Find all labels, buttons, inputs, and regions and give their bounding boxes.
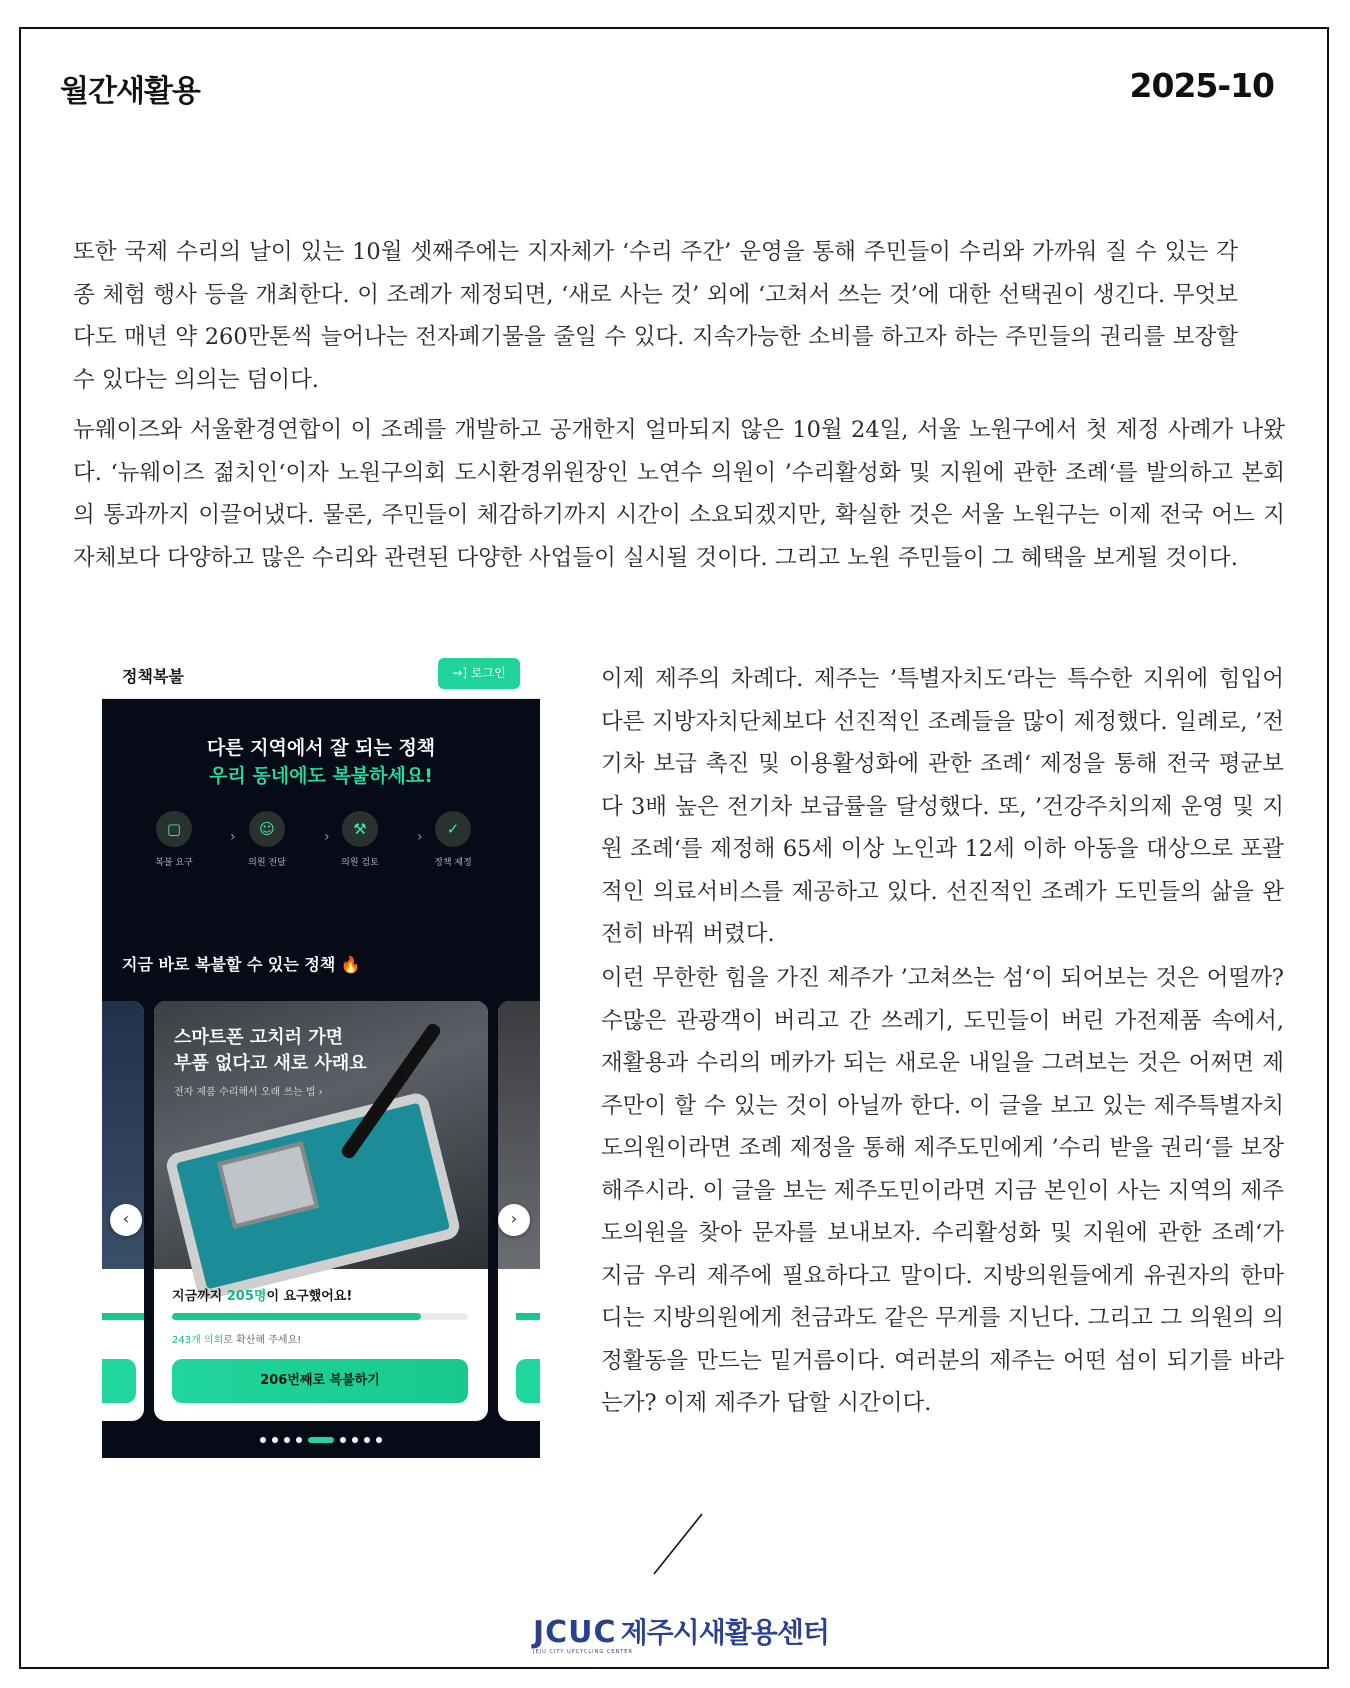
progress-bar [172,1313,468,1320]
logo-text: 제주시새활용센터 [620,1616,829,1649]
carousel-next-icon[interactable]: › [498,1204,530,1236]
jcuc-logo [533,1611,829,1655]
policy-card[interactable] [154,1001,488,1421]
step-label: 정책 제정 [434,858,472,868]
carousel-dot[interactable] [376,1437,382,1443]
card-subtitle-link[interactable]: 전자 제품 수리해서 오래 쓰는 법 › [174,1087,323,1098]
step-enact [408,811,498,868]
step-arrow-icon: › [417,829,423,845]
paragraph-3: 이제 제주의 차례다. 제주는 ’특별자치도‘라는 특수한 지위에 힘입어 다른 지방자치단체보다 선진적인 조례들을 많이 제정했다. 일례로, ’전기차 보급 촉진 및 이용활성화에 관한 조례‘ 제정을 통해 전국 평균보다 3배 높은 전기차 보급률을 달성했다. 또, ’건강주치의제 운영 및 지원 조례‘를 제정해 65세 이상 노인과 12세 이하 아동을 대상으로 포괄적인 의료서비스를 제공하고 있다. 선진적인 조례가 도민들의 삶을 완전히 바꿔 버렸다. [601,666,1284,947]
magazine-title: 월간새활용 [60,74,200,109]
carousel-dot[interactable] [340,1437,346,1443]
carousel-prev-icon[interactable]: ‹ [110,1204,142,1236]
step-arrow-icon: › [324,829,330,845]
cta-button[interactable]: 206번째로 복불하기 [172,1359,468,1403]
request-count: 지금까지 205명이 요구했어요! [172,1289,353,1304]
gavel-icon: ⚒ [342,811,378,847]
paragraph-2: 뉴웨이즈와 서울환경연합이 이 조례를 개발하고 공개한지 얼마되지 않은 10월 24일, 서울 노원구에서 첫 제정 사례가 나왔다. ‘뉴웨이즈 젊치인‘이자 노원구의회 도시환경위원장인 노연수 의원이 ’수리활성화 및 지원에 관한 조례‘를 발의하고 본회의 통과까지 이끌어냈다. 물론, 주민들이 체감하기까지 시간이 소요되겠지만, 확실한 것은 서울 노원구는 이제 전국 어느 지자체보다 다양하고 많은 수리와 관련된 다양한 사업들이 실시될 것이다. 그리고 노원 주민들이 그 혜택을 보게될 것이다. [73,417,1285,571]
carousel-dot[interactable] [308,1437,334,1443]
step-label: 복불 요구 [155,858,193,868]
app-screenshot [102,649,540,1458]
step-arrow-icon: › [230,829,236,845]
carousel-dot[interactable] [352,1437,358,1443]
carousel-dot[interactable] [364,1437,370,1443]
check-circle-icon: ✓ [435,811,471,847]
step-deliver [222,811,312,868]
step-review [315,811,405,868]
divider-slash [650,1512,706,1576]
issue-date: 2025-10 [1129,66,1274,105]
spread-text: 243개 의회로 확산해 주세요! [172,1335,302,1346]
people-icon: ☺ [249,811,285,847]
app-header [102,649,540,699]
step-label: 의원 검토 [341,858,379,868]
carousel-dot[interactable] [284,1437,290,1443]
carousel-dot[interactable] [272,1437,278,1443]
card-title-line2: 부품 없다고 새로 사래요 [174,1053,367,1074]
carousel-dots[interactable] [102,1429,540,1448]
login-button[interactable]: →] 로그인 [438,658,520,689]
progress-fill [172,1313,421,1320]
carousel-dot[interactable] [296,1437,302,1443]
carousel-dot[interactable] [260,1437,266,1443]
document-icon: ▢ [156,811,192,847]
step-label: 의원 전달 [248,858,286,868]
step-request [129,811,219,868]
logo-english: JEJU CITY UPCYCLING CENTER [533,1649,633,1655]
paragraph-1: 또한 국제 수리의 날이 있는 10월 셋째주에는 지자체가 ‘수리 주간’ 운영을 통해 주민들이 수리와 가까워 질 수 있는 각종 체험 행사 등을 개최한다. 이 조례가 제정되면, ‘새로 사는 것’ 외에 ‘고쳐서 쓰는 것’에 대한 선택권이 생긴다. 무엇보다도 매년 약 260만톤씩 늘어나는 전자폐기물을 줄일 수 있다. 지속가능한 소비를 하고자 하는 주민들의 권리를 보장할 수 있다는 의의는 덤이다. [73,239,1238,393]
hero-headline: 다른 지역에서 잘 되는 정책 [206,737,436,759]
app-name: 정책복불 [122,667,184,686]
hero-highlight: 우리 동네에도 복불하세요! [209,765,433,787]
card-image [154,1001,488,1269]
section-title: 지금 바로 복불할 수 있는 정책 🔥 [122,955,361,974]
card-title-line1: 스마트폰 고치러 가면 [174,1027,344,1048]
paragraph-4: 이런 무한한 힘을 가진 제주가 ’고쳐쓰는 섬‘이 되어보는 것은 어떨까? 수많은 관광객이 버리고 간 쓰레기, 도민들이 버린 가전제품 속에서, 재활용과 수리의 메카가 되는 새로운 내일을 그려보는 것은 어쩌면 제주만이 할 수 있는 것이 아닐까 한다. 이 글을 보고 있는 제주특별자치도의원이라면 조례 제정을 통해 제주도민에게 ’수리 받을 권리‘를 보장해주시라. 이 글을 보는 제주도민이라면 지금 본인이 사는 지역의 제주도의원을 찾아 문자를 보내보자. 수리활성화 및 지원에 관한 조례‘가 지금 우리 제주에 필요하다고 말이다. 지방의원들에게 유권자의 한마디는 지방의원에게 천금과도 같은 무게를 지닌다. 그리고 그 의원의 의정활동을 만드는 밑거름이다. 여러분의 제주는 어떤 섬이 되기를 바라는가? 이제 제주가 답할 시간이다. [601,965,1284,1416]
logo-mark: JCUC [533,1615,617,1650]
